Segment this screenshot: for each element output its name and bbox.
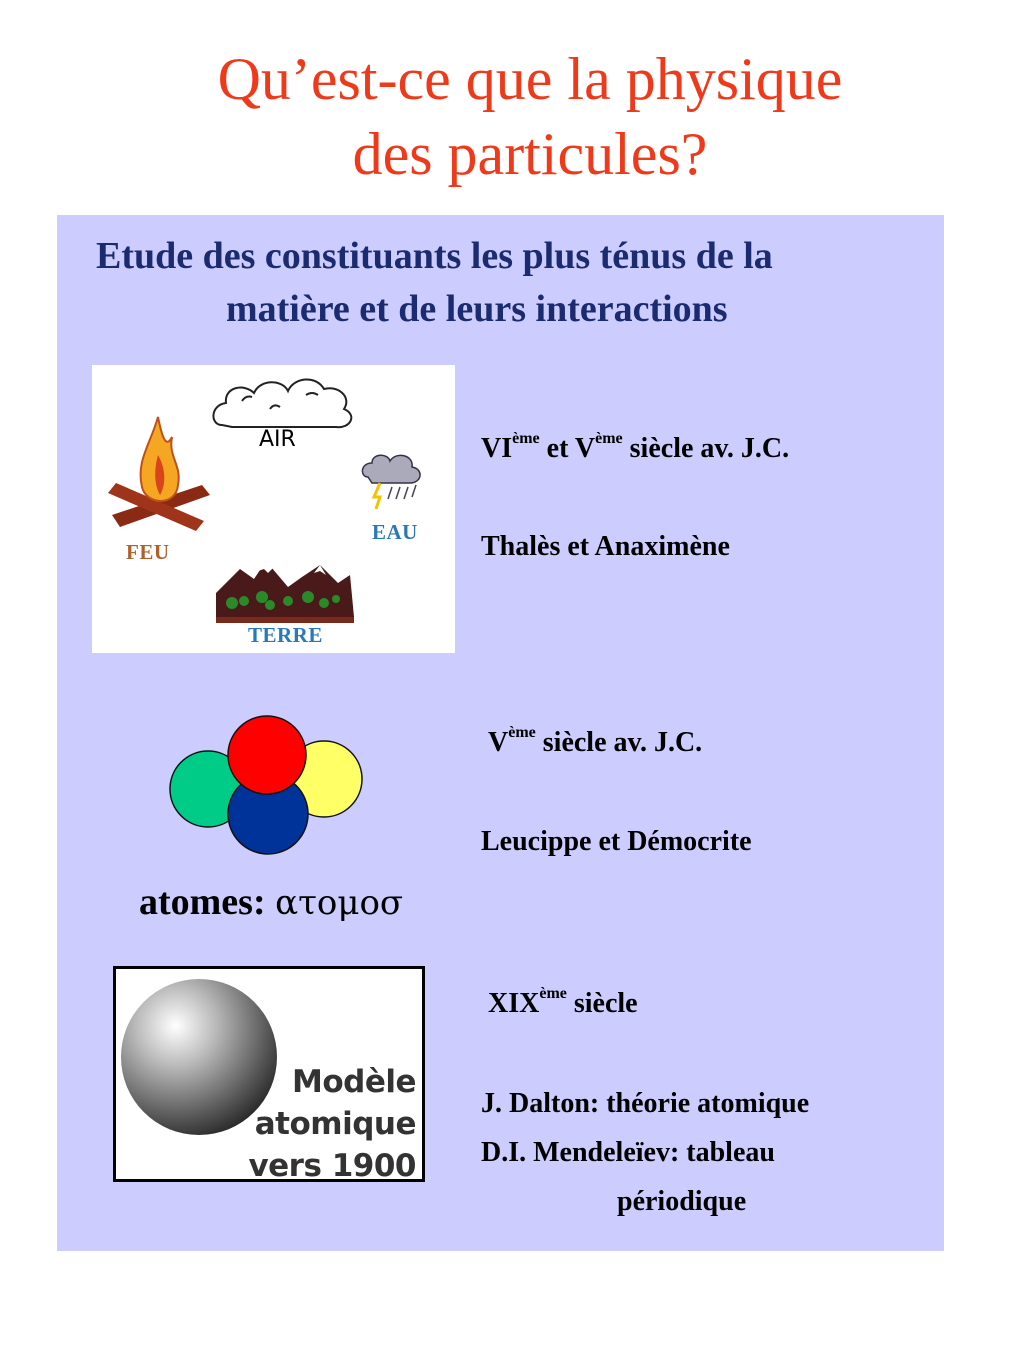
subtitle-line-1: Etude des constituants les plus ténus de la: [96, 235, 773, 277]
model-caption-line-2: atomique: [254, 1106, 416, 1142]
people-text-1: Thalès et Anaximène: [481, 531, 730, 562]
page-title: [0, 42, 1024, 192]
rain-cloud-icon: [362, 455, 420, 509]
mountains-icon: [216, 561, 354, 623]
mendeleev-text-cont: périodique: [617, 1186, 747, 1217]
mendeleev-text: D.I. Mendeleïev: tableau: [481, 1137, 775, 1168]
atomes-label: atomes: ατομοσ: [139, 881, 404, 923]
model-caption-line-3: vers 1900: [248, 1148, 416, 1184]
dalton-text: J. Dalton: théorie atomique: [481, 1088, 810, 1119]
subtitle-line-2: matière et de leurs interactions: [226, 288, 728, 330]
eau-label: EAU: [372, 520, 418, 544]
model-caption-line-1: Modèle: [291, 1064, 416, 1100]
atoms-illustration: [168, 715, 368, 860]
title-line-2: des particules?: [352, 121, 708, 187]
atomic-model-image: [113, 966, 425, 1182]
era-text-3: XIXème siècle: [488, 985, 638, 1019]
model-caption: [248, 1061, 416, 1187]
four-elements-illustration: [92, 365, 455, 653]
era-text-1: VIème et Vème siècle av. J.C.: [481, 430, 790, 464]
title-line-1: Qu’est-ce que la physique: [217, 46, 843, 112]
terre-label: TERRE: [248, 623, 323, 647]
fire-icon: [108, 417, 210, 531]
feu-label: FEU: [126, 540, 170, 564]
atom-red-circle: [228, 716, 306, 794]
era-text-2: Vème siècle av. J.C.: [488, 724, 703, 758]
four-elements-image: [92, 365, 455, 653]
people-text-2: Leucippe et Démocrite: [481, 826, 752, 857]
cloud-icon: [213, 379, 351, 427]
air-label: AIR: [259, 427, 296, 452]
